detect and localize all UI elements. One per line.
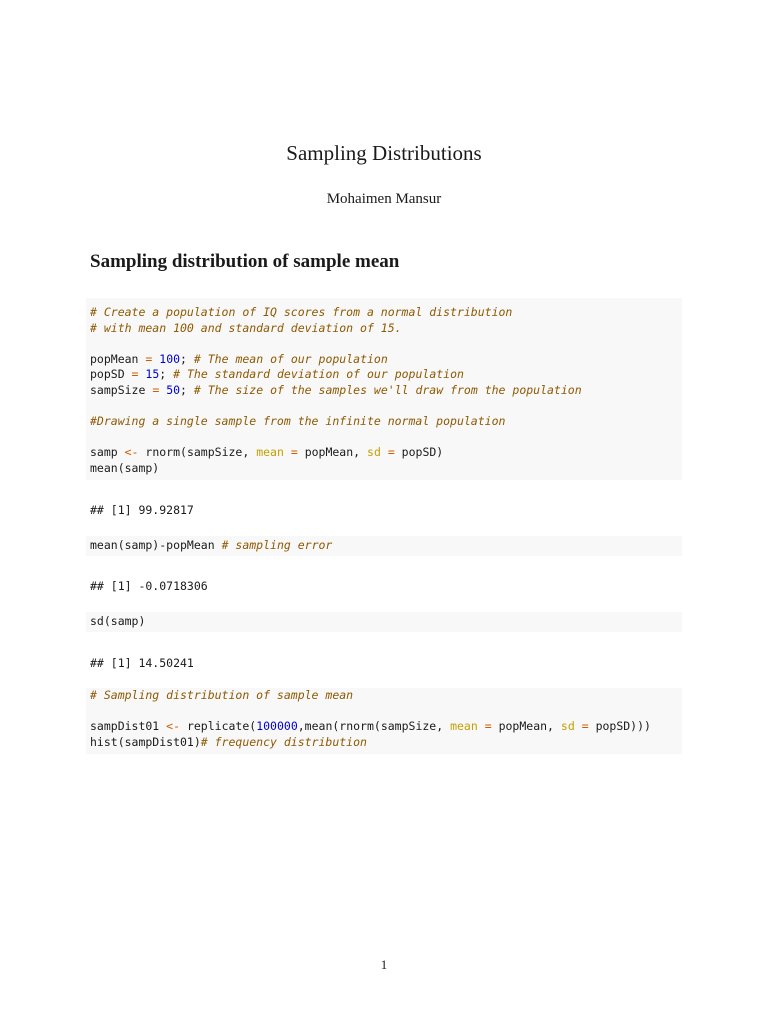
code-text: replicate(	[180, 719, 257, 734]
code-text: hist(sampDist01)	[90, 734, 201, 749]
code-text: samp	[90, 445, 125, 460]
code-number: 100	[159, 351, 181, 366]
code-comment: # frequency distribution	[200, 734, 367, 749]
code-number: 100000	[256, 719, 298, 734]
code-operator: <-	[124, 445, 139, 460]
code-text: mean(samp)	[90, 460, 160, 475]
code-operator: =	[145, 351, 153, 366]
code-argument: mean	[450, 719, 478, 734]
code-line	[90, 414, 682, 430]
code-operator: =	[131, 367, 139, 382]
code-operator: =	[152, 382, 160, 397]
code-blank-line	[90, 399, 682, 415]
code-comment: # The size of the samples we'll draw from the population	[193, 382, 582, 397]
code-text: sampSize	[90, 382, 153, 397]
code-blank-line	[90, 430, 682, 446]
code-text: popMean,	[297, 445, 368, 460]
code-text: sd(samp)	[90, 614, 146, 628]
code-comment: #Drawing a single sample from the infinite normal population	[90, 414, 506, 429]
code-text: popSD)))	[588, 719, 651, 734]
code-comment: # The standard deviation of our population	[173, 367, 464, 382]
page-title: Sampling Distributions	[286, 141, 482, 165]
code-comment: # with mean 100 and standard deviation of 15.	[90, 320, 402, 335]
code-operator: <-	[166, 719, 181, 734]
code-text: popMean	[90, 351, 146, 366]
code-operator: =	[290, 445, 298, 460]
code-output: ## [1] -0.0718306	[90, 579, 208, 593]
code-text	[381, 445, 388, 459]
author-name: Mohaimen Mansur	[326, 191, 442, 207]
code-line	[90, 614, 682, 630]
code-text	[575, 719, 582, 733]
code-block-sampling-error	[86, 536, 682, 556]
code-argument: sd	[367, 445, 381, 460]
code-output: ## [1] 14.50241	[90, 656, 194, 670]
code-blank-line	[90, 336, 682, 352]
code-line	[90, 735, 682, 751]
code-comment: # sampling error	[221, 538, 333, 552]
code-text: popSD	[90, 367, 132, 382]
code-text: ;	[159, 367, 174, 382]
code-line	[90, 383, 682, 399]
code-text	[478, 719, 485, 733]
code-comment: # Create a population of IQ scores from a normal distribution	[90, 305, 513, 319]
code-text	[284, 445, 291, 459]
code-line	[90, 305, 682, 321]
code-comment: # The mean of our population	[193, 351, 388, 366]
code-line	[90, 688, 682, 704]
code-output: ## [1] 99.92817	[90, 503, 194, 517]
code-line	[90, 461, 682, 477]
code-line	[90, 538, 682, 554]
code-comment: # Sampling distribution of sample mean	[90, 688, 354, 702]
code-argument: sd	[560, 719, 575, 734]
code-line	[90, 352, 682, 368]
code-text: popMean,	[491, 719, 561, 734]
code-operator: =	[387, 445, 395, 460]
code-text: mean(samp)-popMean	[90, 538, 222, 552]
code-line	[90, 445, 682, 461]
code-line	[90, 367, 682, 383]
page-number: 1	[380, 957, 388, 972]
code-block-population	[86, 298, 682, 480]
code-number: 50	[166, 382, 181, 397]
code-line	[90, 719, 682, 735]
code-blank-line	[90, 704, 682, 720]
section-heading: Sampling distribution of sample mean	[90, 251, 400, 272]
code-argument: mean	[256, 445, 284, 460]
code-text: rnorm(sampSize,	[138, 445, 257, 460]
code-text: ;	[180, 382, 194, 397]
code-operator: =	[581, 719, 589, 734]
code-line	[90, 321, 682, 337]
code-number: 15	[145, 367, 160, 382]
code-operator: =	[484, 719, 492, 734]
code-text: ;	[180, 351, 194, 366]
code-text: ,mean(rnorm(sampSize,	[297, 719, 451, 734]
code-text: popSD)	[394, 445, 444, 460]
code-block-sd	[86, 612, 682, 632]
code-text: sampDist01	[90, 719, 167, 734]
code-block-sampling-distribution	[86, 688, 682, 754]
